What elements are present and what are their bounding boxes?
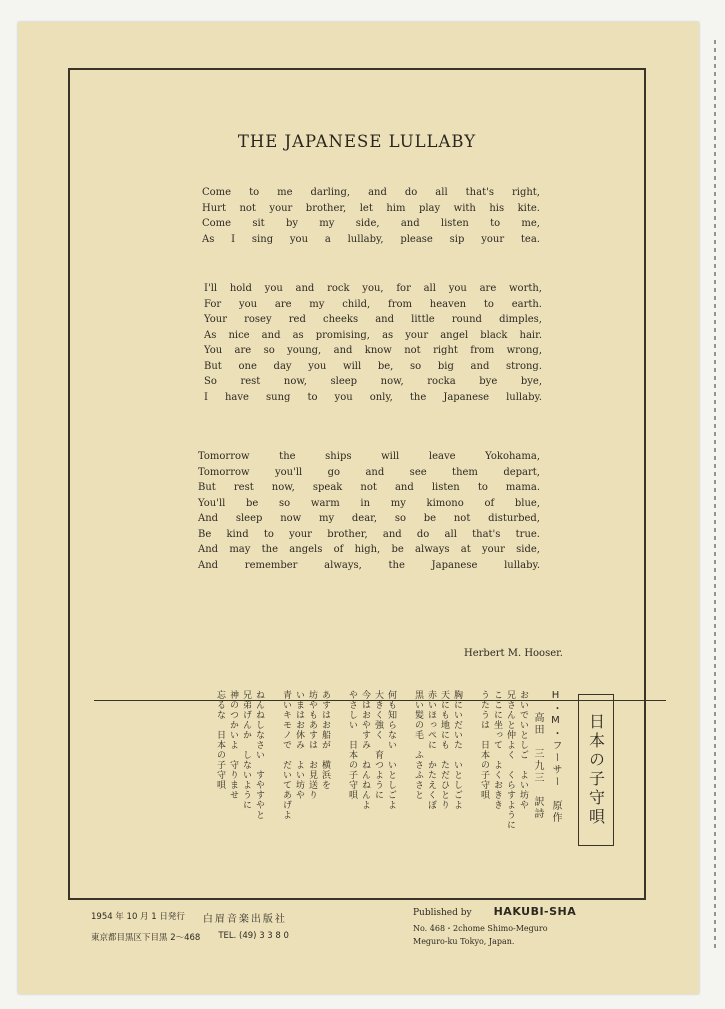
address-jp: 東京都目黒区下目黒 2～468 (91, 933, 201, 943)
poem-line: And sleep now my dear, so be not disturbed, (198, 513, 540, 524)
poem-line: Tomorrow the ships will leave Yokohama, (198, 451, 540, 462)
published-by-label: Published by (413, 908, 472, 918)
poem-line: As I sing you a lullaby, please sip your tea. (202, 233, 540, 245)
jp-line: 兄弟げんか しないように (241, 690, 251, 810)
jp-line: 忘るな 日本の子守唄 (215, 690, 225, 790)
poem-line: For you are my child, from heaven to earth. (204, 298, 542, 310)
poem-line: Come sit by my side, and listen to me, (202, 218, 540, 229)
poem-line: I'll hold you and rock you, for all you are worth, (204, 283, 542, 294)
japanese-lyrics (213, 690, 529, 840)
jp-line: 天にも地にも ただひとり (439, 690, 449, 810)
jp-line: うたうは 日本の子守唄 (479, 690, 489, 800)
jp-line: 何も知らない いとしごよ (386, 690, 396, 810)
jp-line: 神のつかいよ 守りませ (228, 690, 238, 800)
stanza-gap (265, 690, 279, 840)
jp-line: 赤いほっぺに かたえくぼ (426, 690, 436, 810)
japanese-credit-translator: 高田 三九三 訳詩 (532, 712, 543, 820)
japanese-title: 日本の子守唄 (578, 694, 614, 846)
poem-line: I have sung to you only, the Japanese lullaby. (204, 391, 542, 403)
song-title: THE JAPANESE LULLABY (237, 132, 477, 151)
english-stanza-2 (204, 281, 542, 405)
jp-line: おいでいとしご よい坊や (518, 690, 528, 810)
poem-line: Be kind to your brother, and do all that's true. (198, 528, 540, 540)
jp-line: 胸にいだいた いとしごよ (452, 690, 462, 810)
jp-line: 青いキモノで だいてあげよ (281, 690, 291, 820)
song-sheet (18, 22, 699, 994)
jp-line: やさしい 日本の子守唄 (347, 690, 357, 800)
publisher-name-jp: 白眉音楽出版社 (202, 914, 287, 925)
publication-info-en (413, 905, 576, 948)
address-en-line-2: Meguro-ku Tokyo, Japan. (413, 937, 515, 946)
publisher-brand: HAKUBI-SHA (493, 905, 577, 918)
jp-line: あすはお船が 横浜を (320, 690, 330, 790)
author-credit: Herbert M. Hooser. (464, 648, 563, 659)
poem-line: As nice and as promising, as your angel black hair. (204, 329, 542, 341)
poem-line: And may the angels of high, be always at your side, (198, 544, 540, 555)
publish-date: 1954 年 10 月 1 日発行 (91, 912, 185, 922)
telephone: TEL. (49) 3 3 8 0 (218, 931, 289, 941)
poem-line: Tomorrow you'll go and see them depart, (198, 466, 540, 478)
jp-line: 黒い髪の毛 ふさふさと (413, 690, 423, 800)
poem-line: Hurt not your brother, let him play with his kite. (202, 202, 540, 214)
english-stanza-1 (202, 185, 540, 247)
english-stanza-3 (198, 449, 540, 573)
jp-line: ねんねしなさい すやすやと (254, 690, 264, 820)
poem-line: You'll be so warm in my kimono of blue, (198, 497, 540, 509)
address-en-line-1: No. 468・2chome Shimo-Meguro (413, 924, 548, 933)
japanese-credit-original: H・M・フーサー 原作 (550, 690, 561, 824)
jp-line: 兄さんと仲よく くらすように (505, 690, 515, 830)
poem-line: Come to me darling, and do all that's right, (202, 187, 540, 198)
publication-info-jp (91, 910, 289, 949)
poem-line: And remember always, the Japanese lullaby. (198, 559, 540, 571)
jp-line: いまはお休み よい坊や (294, 690, 304, 800)
stanza-gap (397, 690, 411, 840)
jp-line: 坊やもあすは お見送り (307, 690, 317, 800)
poem-line: Your rosey red cheeks and little round dimples, (204, 314, 542, 325)
poem-line: So rest now, sleep now, rocka bye bye, (204, 376, 542, 387)
poem-line: But rest now, speak not and listen to mama. (198, 482, 540, 493)
scan-edge-marks (714, 40, 716, 949)
poem-line: But one day you will be, so big and strong. (204, 360, 542, 372)
poem-line: You are so young, and know not right from wrong, (204, 345, 542, 356)
stanza-gap (331, 690, 345, 840)
jp-line: 大きく強く 育つように (373, 690, 383, 800)
stanza-gap (463, 690, 477, 840)
jp-line: ここに坐って よくおきき (492, 690, 502, 810)
jp-line: 今はおやすみ ねんねんよ (360, 690, 370, 810)
